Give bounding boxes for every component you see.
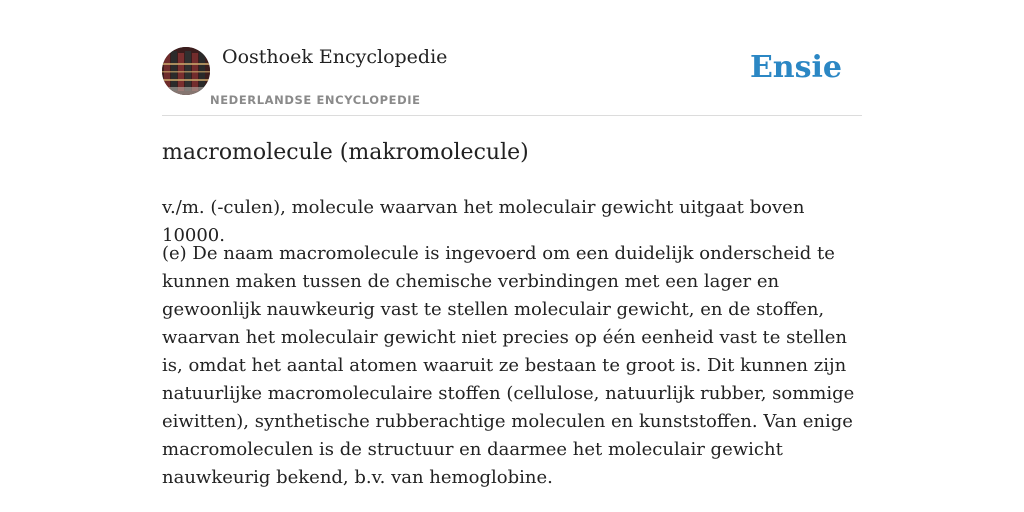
entry-body: (e) De naam macromolecule is ingevoerd om een duidelijk onderscheid te kunnen maken tussen de chemische verbindingen met een lager en gewoonlijk nauwkeurig vast te stellen moleculair gewicht, en de stoffen, waarvan het moleculair gewicht niet precies op één eenheid vast te stellen is, omdat het aantal atomen waaruit ze bestaan te groot is. Dit kunnen zijn natuurlijke macromoleculaire stoffen (cellulose, natuurlijk rubber, sommige eiwitten), synthetische rubberachtige moleculen en kunststoffen. Van enige macromoleculen is de structuur en daarmee het moleculair gewicht nauwkeurig bekend, b.v. van hemoglobine. [162,243,855,488]
entry-definition: v./m. (-culen), molecule waarvan het moleculair gewicht uitgaat boven 10000. [162,197,805,246]
brand-logo[interactable]: Ensie [749,50,842,85]
encyclopedia-books-icon[interactable] [162,47,210,95]
site-title[interactable]: Oosthoek Encyclopedie [222,46,448,68]
site-subtitle: NEDERLANDSE ENCYCLOPEDIE [210,93,421,107]
site-header [162,44,862,116]
entry-title: macromolecule (makromolecule) [162,140,529,165]
